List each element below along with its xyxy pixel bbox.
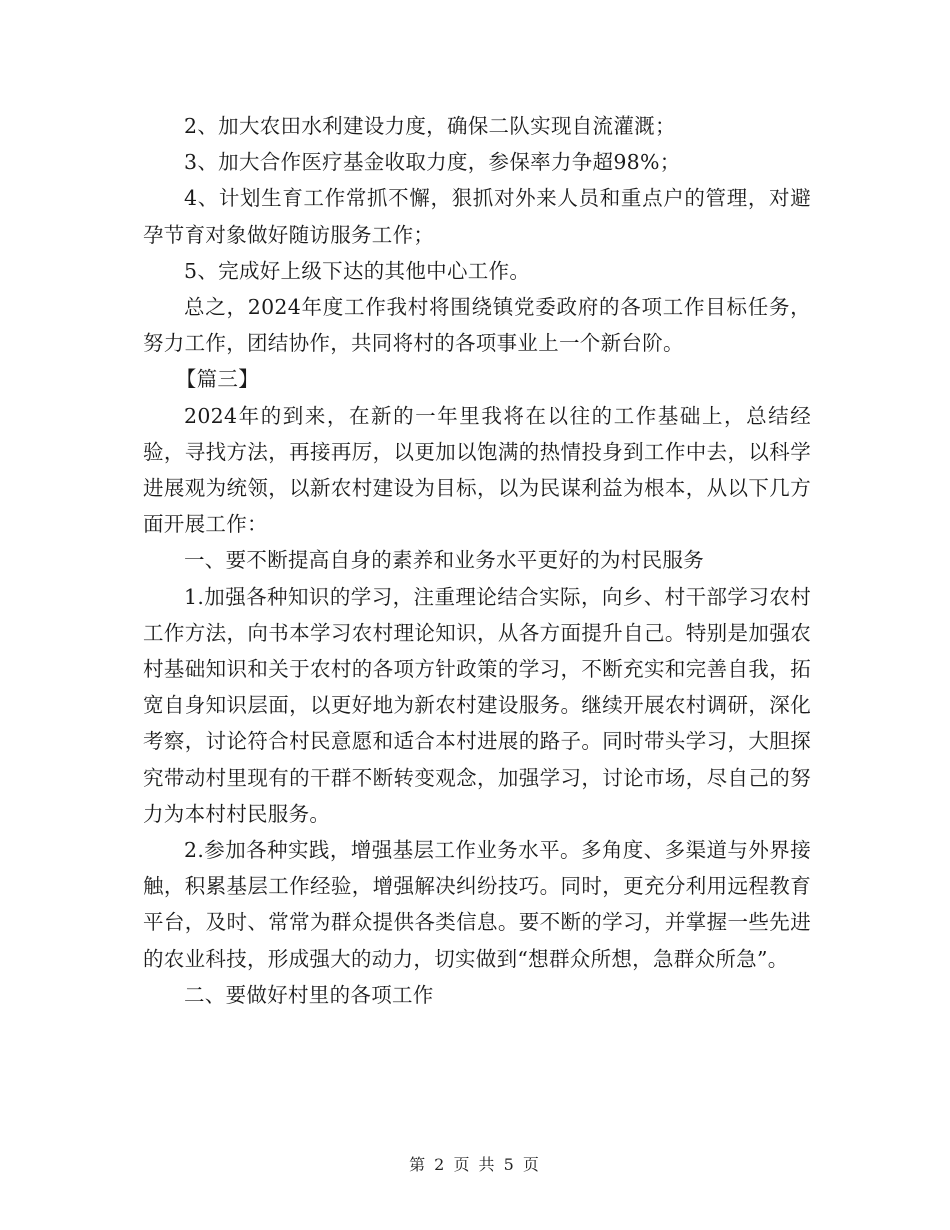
section-heading-two: 二、要做好村里的各项工作 [184, 982, 434, 1007]
paragraph-item-4: 4、计划生育工作常抓不懈，狠抓对外来人员和重点户的管理，对避孕节育对象做好随访服务工作； [143, 186, 811, 247]
paragraph-point-2: 2.参加各种实践，增强基层工作业务水平。多角度、多渠道与外界接触，积累基层工作经验，增强解决纠纷技巧。同时，更充分利用远程教育平台，及时、常常为群众提供各类信息。要不断的学习，并掌握一些先进的农业科技，形成强大的动力，切实做到“想群众所想，急群众所急”。 [143, 838, 811, 971]
document-body [143, 108, 811, 1013]
paragraph-summary: 总之，2024年度工作我村将围绕镇党委政府的各项工作目标任务，努力工作，团结协作，共同将村的各项事业上一个新台阶。 [143, 295, 811, 356]
section-heading-one: 一、要不断提高自身的素养和业务水平更好的为村民服务 [184, 548, 704, 573]
paragraph-intro: 2024年的到来，在新的一年里我将在以往的工作基础上，总结经验，寻找方法，再接再厉，以更加以饱满的热情投身到工作中去，以科学进展观为统领，以新农村建设为目标，以为民谋利益为根本，从以下几方面开展工作： [143, 403, 811, 537]
paragraph-item-2: 2、加大农田水利建设力度，确保二队实现自流灌溉； [184, 114, 676, 138]
section-heading-part-three: 【篇三】 [175, 367, 259, 392]
paragraph-item-5: 5、完成好上级下达的其他中心工作。 [184, 258, 531, 283]
page-footer: 第 2 页 共 5 页 [409, 1155, 541, 1174]
paragraph-item-3: 3、加大合作医疗基金收取力度，参保率力争超98%； [184, 150, 681, 175]
paragraph-point-1: 1.加强各种知识的学习，注重理论结合实际，向乡、村干部学习农村工作方法，向书本学习农村理论知识，从各方面提升自己。特别是加强农村基础知识和关于农村的各项方针政策的学习，不断充实和完善自我，拓宽自身知识层面，以更好地为新农村建设服务。继续开展农村调研，深化考察，讨论符合村民意愿和适合本村进展的路子。同时带头学习，大胆探究带动村里现有的干群不断转变观念，加强学习，讨论市场，尽自己的努力为本村村民服务。 [143, 584, 811, 826]
